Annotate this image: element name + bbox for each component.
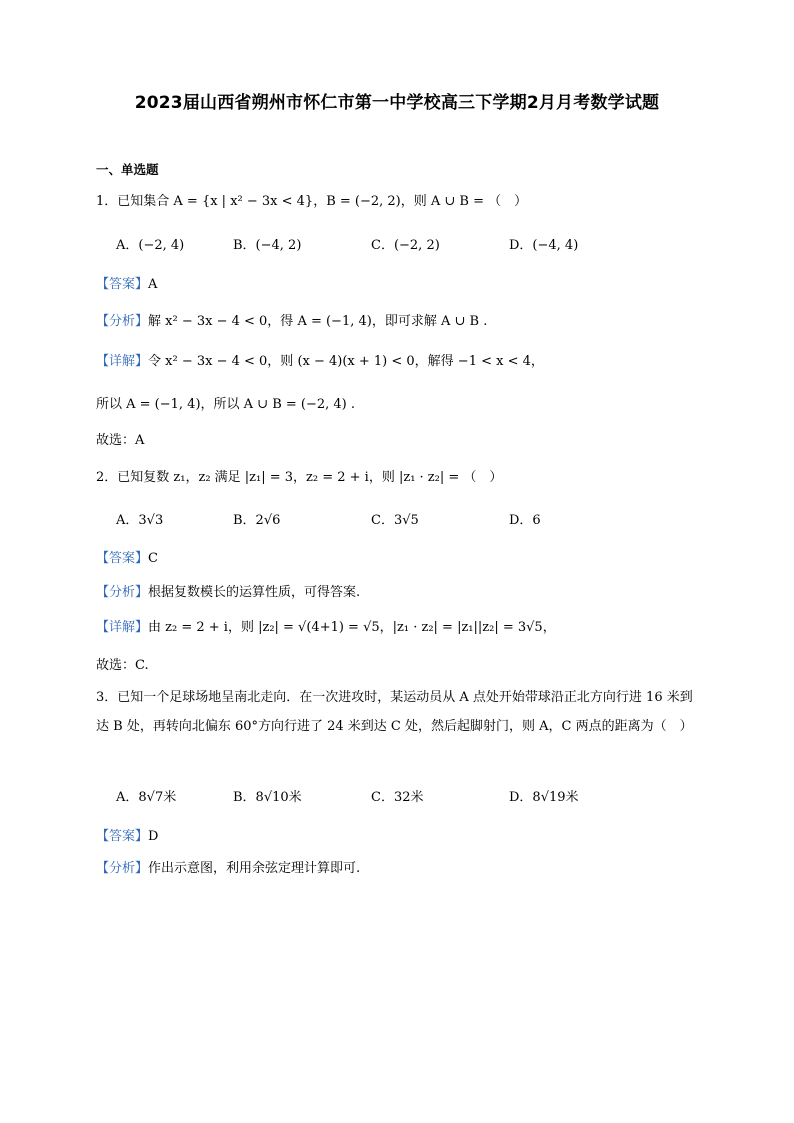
q3-analysis-line [96,859,360,879]
q2-option-d: D．6 [509,513,541,528]
section-heading: 一、单选题 [96,162,159,177]
q2-detail: 由 z₂ = 2 + i，则 |z₂| = √(4+1) = √5，|z₁ · z₂| = |z₁||z₂| = 3√5， [148,620,556,635]
q1-detail-line [96,352,544,372]
analysis-tag: 【分析】 [96,314,149,329]
q1-option-b: B．(−4, 2) [233,238,302,253]
detail-tag: 【详解】 [96,620,149,635]
detail-tag: 【详解】 [96,354,149,369]
q1-choose: 故选：A [96,433,145,448]
q2-analysis: 根据复数模长的运算性质，可得答案. [148,585,361,600]
q3-analysis: 作出示意图，利用余弦定理计算即可. [148,861,361,876]
answer-tag: 【答案】 [96,277,149,292]
q1-answer: A [148,277,158,292]
q2-option-c: C．3√5 [371,513,419,528]
analysis-tag: 【分析】 [96,585,149,600]
q2-choose: 故选：C. [96,658,149,673]
q1-option-d: D．(−4, 4) [509,238,579,253]
q3-option-d: D．8√19米 [509,790,579,805]
q3-answer: D [148,829,159,844]
q2-analysis-line [96,583,360,603]
q2-option-b: B．2√6 [233,513,281,528]
q2-option-a: A．3√3 [116,513,164,528]
q2-answer-line [96,549,158,569]
q3-option-c: C．32米 [371,790,424,805]
q2-answer: C [148,551,158,566]
analysis-tag: 【分析】 [96,861,149,876]
question-2-stem: 2．已知复数 z₁，z₂ 满足 |z₁| = 3，z₂ = 2 + i，则 |z₁ · z₂| = （ ） [96,470,503,485]
answer-tag: 【答案】 [96,829,149,844]
q3-option-a: A．8√7米 [116,790,177,805]
answer-tag: 【答案】 [96,551,149,566]
q1-analysis-line [96,312,487,332]
q2-detail-line [96,618,556,638]
page-title: 2023届山西省朔州市怀仁市第一中学校高三下学期2月月考数学试题 [134,93,660,113]
q1-option-c: C．(−2, 2) [371,238,440,253]
question-3-stem: 3．已知一个足球场地呈南北走向．在一次进攻时，某运动员从 A 点处开始带球沿正北方向行进 16 米到达 B 处，再转向北偏东 60°方向行进了 24 米到达 C 处，然后起脚射门，则 A，C 两点的距离为（ ） [96,690,693,734]
q1-analysis: 解 x² − 3x − 4 < 0，得 A = (−1, 4)，即可求解 A ∪ B . [148,314,488,329]
q3-option-b: B．8√10米 [233,790,302,805]
q1-detail-cont: 所以 A = (−1, 4)，所以 A ∪ B = (−2, 4) . [96,397,356,412]
q1-answer-line [96,275,157,295]
q1-detail: 令 x² − 3x − 4 < 0，则 (x − 4)(x + 1) < 0，解得 −1 < x < 4， [148,354,544,369]
q3-answer-line [96,827,158,847]
question-1-stem: 1．已知集合 A = {x | x² − 3x < 4}，B = (−2, 2)，则 A ∪ B = （ ） [96,194,528,209]
q1-option-a: A．(−2, 4) [116,238,185,253]
